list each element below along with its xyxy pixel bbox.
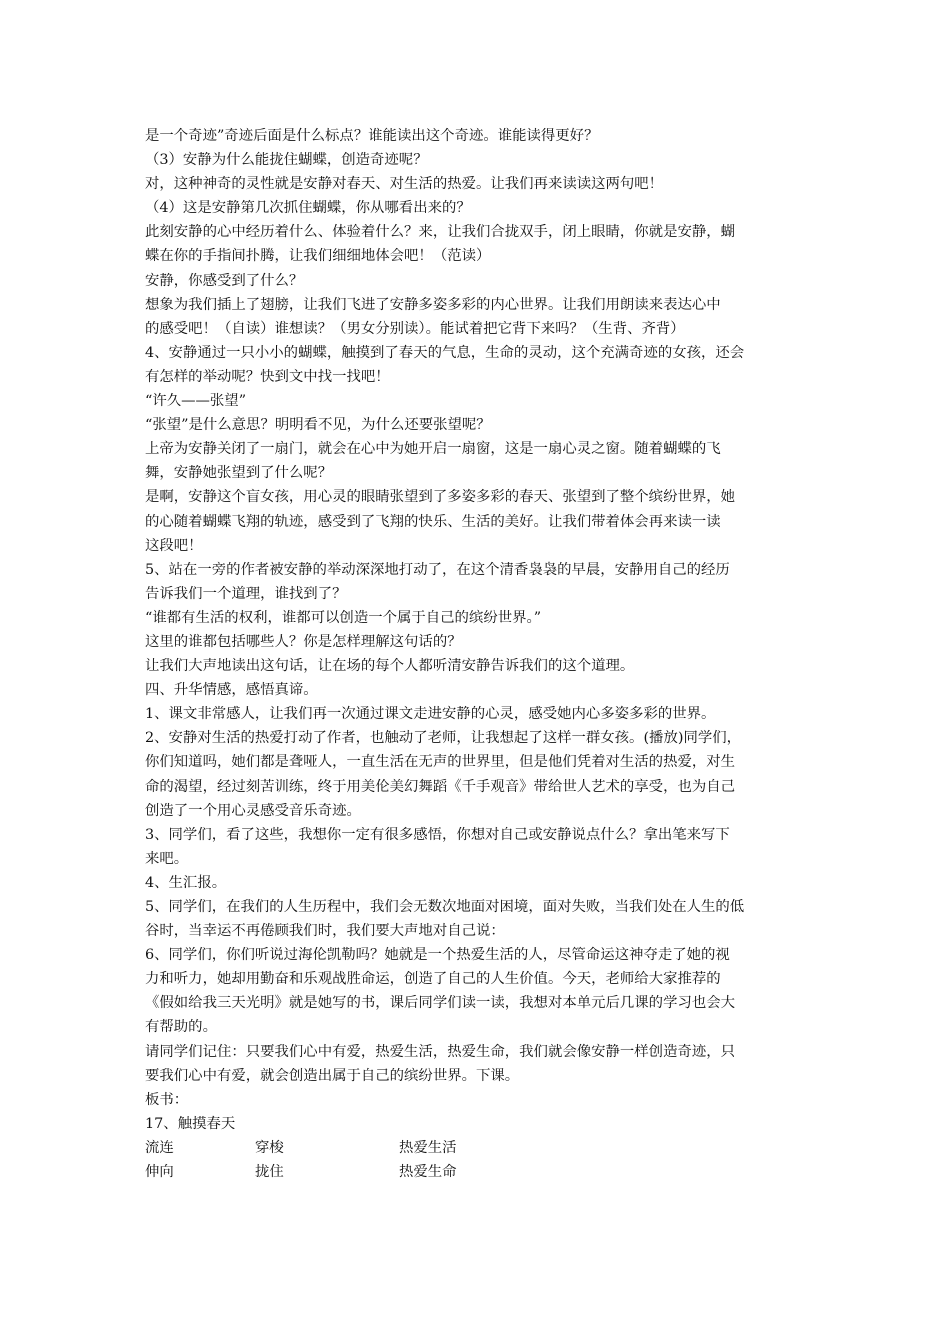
- board-cell: 穿梭: [255, 1139, 284, 1156]
- text-line: 对，这种神奇的灵性就是安静对春天、对生活的热爱。让我们再来读读这两句吧！: [145, 176, 664, 193]
- board-row: [145, 1136, 810, 1160]
- text-line: 1、课文非常感人，让我们再一次通过课文走进安静的心灵，感受她内心多姿多彩的世界。: [145, 706, 716, 723]
- board-cell: 拢住: [255, 1164, 284, 1181]
- text-line: 这里的谁都包括哪些人？你是怎样理解这句话的？: [145, 633, 462, 650]
- text-line: 5、同学们，在我们的人生历程中，我们会无数次地面对困境，面对失败，当我们处在人生的低: [145, 899, 745, 915]
- text-line: 3、同学们，看了这些，我想你一定有很多感悟，你想对自己或安静说点什么？拿出笔来写下: [145, 826, 730, 843]
- text-line: 上帝为安静关闭了一扇门，就会在心中为她开启一扇窗，这是一扇心灵之窗。随着蝴蝶的飞: [145, 441, 721, 458]
- text-line: 的感受吧！（自读）谁想读？（男女分别读）。能试着把它背下来吗？（生背、齐背）: [145, 320, 685, 337]
- text-line: “谁都有生活的权利，谁都可以创造一个属于自己的缤纷世界。”: [145, 609, 542, 626]
- text-line: 是一个奇迹”奇迹后面是什么标点？谁能读出这个奇迹。谁能读得更好？: [145, 128, 599, 144]
- text-line: 是啊，安静这个盲女孩，用心灵的眼睛张望到了多姿多彩的春天、张望到了整个缤纷世界，她: [145, 489, 736, 506]
- text-line: “许久——张望”: [145, 393, 247, 410]
- text-line: 安静，你感受到了什么？: [145, 272, 304, 289]
- board-cell: 热爱生活: [399, 1139, 457, 1156]
- board-title: 17、触摸春天: [145, 1115, 236, 1132]
- text-line: （3）安静为什么能拢住蝴蝶，创造奇迹呢？: [145, 152, 428, 169]
- text-line: （4）这是安静第几次抓住蝴蝶，你从哪看出来的？: [145, 200, 471, 217]
- text-line: 《假如给我三天光明》就是她写的书，课后同学们读一读，我想对本单元后几课的学习也会大: [145, 995, 736, 1012]
- text-line: 请同学们记住：只要我们心中有爱，热爱生活，热爱生命，我们就会像安静一样创造奇迹，只: [145, 1043, 736, 1060]
- board-cell: 流连: [145, 1139, 174, 1156]
- text-line: 4、安静通过一只小小的蝴蝶，触摸到了春天的气息，生命的灵动，这个充满奇迹的女孩，还会: [145, 344, 745, 361]
- text-line: 你们知道吗，她们都是聋哑人，一直生活在无声的世界里，但是他们凭着对生活的热爱，对生: [145, 754, 736, 771]
- board-label: 板书：: [145, 1091, 189, 1108]
- text-line: 让我们大声地读出这句话，让在场的每个人都听清安静告诉我们的这个道理。: [145, 658, 635, 675]
- text-line: 5、站在一旁的作者被安静的举动深深地打动了，在这个清香袅袅的早晨，安静用自己的经历: [145, 561, 730, 578]
- text-line: 告诉我们一个道理，谁找到了？: [145, 585, 347, 602]
- board-row: [145, 1160, 810, 1184]
- text-line: 舞，安静她张望到了什么呢？: [145, 465, 333, 482]
- section-heading: 四、升华情感，感悟真谛。: [145, 682, 318, 699]
- board-cell: 热爱生命: [399, 1164, 457, 1181]
- text-line: 创造了一个用心灵感受音乐奇迹。: [145, 802, 361, 819]
- lesson-text: [145, 124, 810, 1184]
- text-line: 命的渴望，经过刻苦训练，终于用美伦美幻舞蹈《千手观音》带给世人艺术的享受，也为自己: [145, 778, 736, 795]
- text-line: 谷时，当幸运不再倦顾我们时，我们要大声地对自己说：: [145, 923, 505, 940]
- text-line: 有怎样的举动呢？快到文中找一找吧！: [145, 368, 390, 385]
- text-line: 力和听力，她却用勤奋和乐观战胜命运，创造了自己的人生价值。今天，老师给大家推荐的: [145, 971, 721, 988]
- text-line: 蝶在你的手指间扑腾，让我们细细地体会吧！（范读）: [145, 248, 491, 265]
- text-line: 想象为我们插上了翅膀，让我们飞进了安静多姿多彩的内心世界。让我们用朗读来表达心中: [145, 296, 721, 313]
- text-line: 有帮助的。: [145, 1019, 217, 1036]
- text-line: 此刻安静的心中经历着什么、体验着什么？来，让我们合拢双手，闭上眼睛，你就是安静，蝴: [145, 224, 736, 241]
- text-line: 6、同学们，你们听说过海伦凯勒吗？她就是一个热爱生活的人，尽管命运这神夺走了她的视: [145, 947, 730, 964]
- text-line: 来吧。: [145, 850, 189, 867]
- text-line: 要我们心中有爱，就会创造出属于自己的缤纷世界。下课。: [145, 1067, 520, 1084]
- text-line: 2、安静对生活的热爱打动了作者，也触动了老师，让我想起了这样一群女孩。(播放)同学们，: [145, 730, 742, 747]
- text-line: 这段吧！: [145, 537, 203, 554]
- board-cell: 伸向: [145, 1164, 174, 1181]
- text-line: 4、生汇报。: [145, 874, 227, 891]
- text-line: “张望”是什么意思？明明看不见，为什么还要张望呢？: [145, 417, 491, 434]
- text-line: 的心随着蝴蝶飞翔的轨迹，感受到了飞翔的快乐、生活的美好。让我们带着体会再来读一读: [145, 513, 721, 530]
